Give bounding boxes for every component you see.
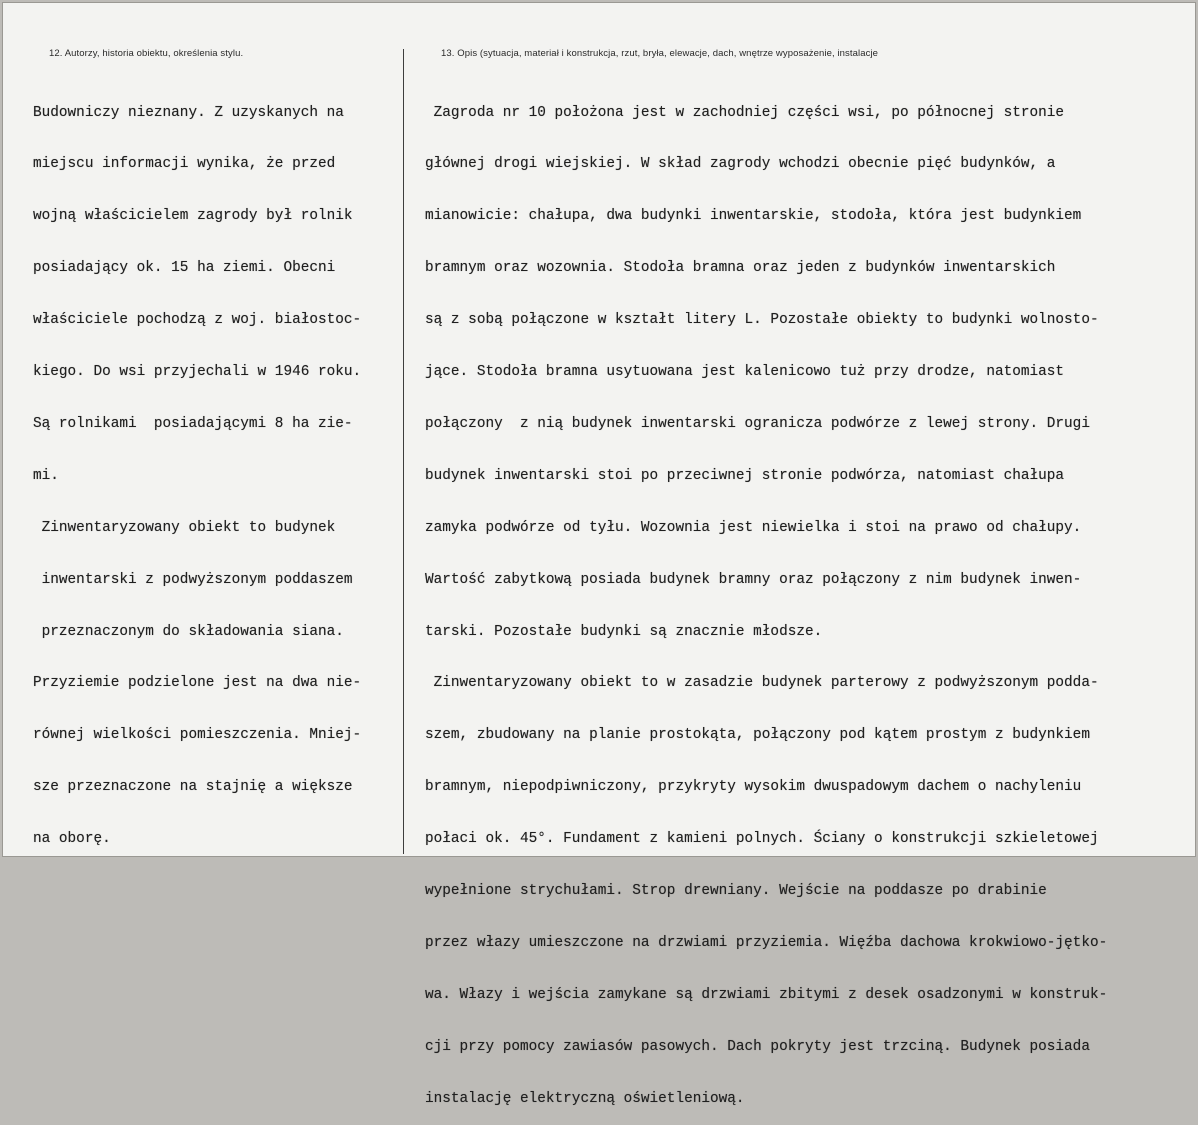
- description-line: cji przy pomocy zawiasów pasowych. Dach pokryty jest trzciną. Budynek posiada: [425, 1038, 1090, 1055]
- history-line: sze przeznaczone na stajnię a większe: [33, 779, 353, 796]
- history-line: Przyziemie podzielone jest na dwa nie-: [33, 675, 362, 692]
- history-line: Zinwentaryzowany obiekt to budynek: [33, 519, 336, 536]
- description-line: budynek inwentarski stoi po przeciwnej stronie podwórza, natomiast chałupa: [425, 467, 1065, 484]
- description-line: zamyka podwórze od tyłu. Wozownia jest niewielka i stoi na prawo od chałupy.: [425, 519, 1082, 536]
- history-line: inwentarski z podwyższonym poddaszem: [33, 571, 353, 588]
- description-line: bramnym, niepodpiwniczony, przykryty wysokim dwuspadowym dachem o nachyleniu: [425, 779, 1082, 796]
- description-line: szem, zbudowany na planie prostokąta, połączony pod kątem prostym z budynkiem: [425, 727, 1090, 744]
- description-line: bramnym oraz wozownia. Stodoła bramna oraz jeden z budynków inwentarskich: [425, 260, 1056, 277]
- description-line: połączony z nią budynek inwentarski ogranicza podwórze z lewej strony. Drugi: [425, 415, 1090, 432]
- history-line: na oborę.: [33, 831, 111, 848]
- history-line: przeznaczonym do składowania siana.: [33, 623, 344, 640]
- history-line: właściciele pochodzą z woj. białostoc-: [33, 312, 362, 329]
- description-line: Zagroda nr 10 położona jest w zachodniej części wsi, po północnej stronie: [425, 104, 1065, 121]
- description-line: instalację elektryczną oświetleniową.: [425, 1090, 745, 1107]
- section-12-heading: 12. Autorzy, historia obiektu, określenia stylu.: [49, 48, 244, 59]
- description-line: Zinwentaryzowany obiekt to w zasadzie budynek parterowy z podwyższonym podda-: [425, 675, 1099, 692]
- history-line: Są rolnikami posiadającymi 8 ha zie-: [33, 415, 353, 432]
- description-line: wa. Włazy i wejścia zamykane są drzwiami zbitymi z desek osadzonymi w konstruk-: [425, 986, 1108, 1003]
- description-line: połaci ok. 45°. Fundament z kamieni polnych. Ściany o konstrukcji szkieletowej: [425, 831, 1099, 848]
- history-line: mi.: [33, 467, 59, 484]
- description-line: są z sobą połączone w kształt litery L. Pozostałe obiekty to budynki wolnosto-: [425, 312, 1099, 329]
- description-text: [425, 70, 1107, 1125]
- history-text: [33, 70, 361, 866]
- description-line: Wartość zabytkową posiada budynek bramny oraz połączony z nim budynek inwen-: [425, 571, 1082, 588]
- history-line: kiego. Do wsi przyjechali w 1946 roku.: [33, 364, 362, 381]
- history-line: miejscu informacji wynika, że przed: [33, 156, 336, 173]
- history-line: posiadający ok. 15 ha ziemi. Obecni: [33, 260, 336, 277]
- history-line: Budowniczy nieznany. Z uzyskanych na: [33, 104, 344, 121]
- description-line: głównej drogi wiejskiej. W skład zagrody wchodzi obecnie pięć budynków, a: [425, 156, 1056, 173]
- history-line: wojną właścicielem zagrody był rolnik: [33, 208, 353, 225]
- description-line: jące. Stodoła bramna usytuowana jest kalenicowo tuż przy drodze, natomiast: [425, 364, 1065, 381]
- description-line: wypełnione strychułami. Strop drewniany. Wejście na poddasze po drabinie: [425, 882, 1047, 899]
- history-line: równej wielkości pomieszczenia. Mniej-: [33, 727, 362, 744]
- column-divider: [403, 49, 404, 854]
- description-line: tarski. Pozostałe budynki są znacznie młodsze.: [425, 623, 823, 640]
- section-13-heading: 13. Opis (sytuacja, materiał i konstrukcja, rzut, bryła, elewacje, dach, wnętrze wyposażenie, instalacje: [441, 48, 879, 59]
- description-line: przez włazy umieszczone na drzwiami przyziemia. Więźba dachowa krokwiowo-jętko-: [425, 934, 1108, 951]
- description-line: mianowicie: chałupa, dwa budynki inwentarskie, stodoła, która jest budynkiem: [425, 208, 1082, 225]
